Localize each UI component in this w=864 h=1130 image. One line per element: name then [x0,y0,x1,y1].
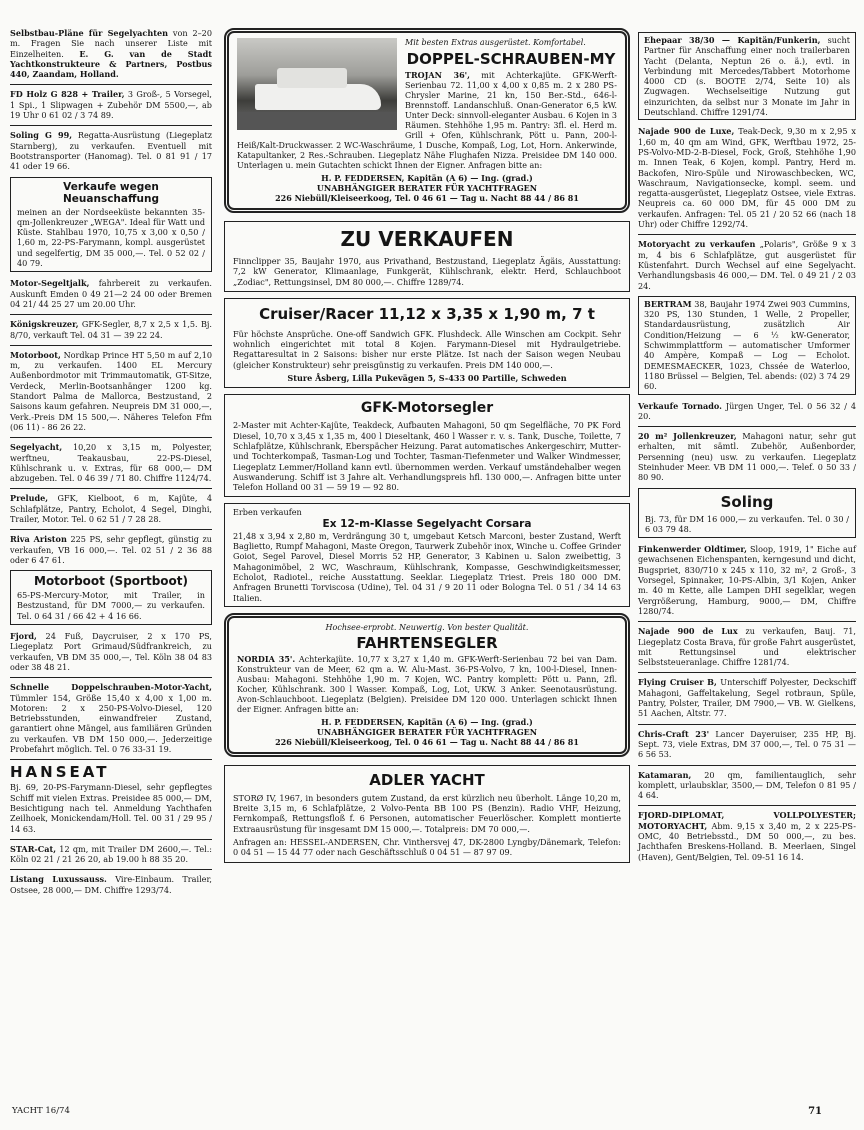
classified-ad [10,278,212,309]
divider [10,125,212,126]
classified-ad [638,626,856,667]
classified-ad [10,319,212,340]
ad-title: Soling [720,492,774,511]
divider [638,234,856,235]
ad-headline: TROJAN 36', [405,70,470,80]
ad-body: Abm. 9,15 x 3,40 m, 2 x 225-PS-OMC, 40 Betriebsstd., DM 50 000,—, zu bes. Jachthafen Breskens-Holland. B. Meerlaen, Singel (Haven), Gent/Belgien, Tel. 09-51 16 14. [638,820,856,862]
divider [10,345,212,346]
ad-body: Für höchste Ansprüche. One-off Sandwich GFK. Flushdeck. Alle Winschen am Cockpit. Sehr wohnlich eingerichtet mit total 8 Kojen. Farymann-Diesel mit Hydraulgetriebe. Regattaresultat in 2 Saisons: bisher nur erste Plätze. Ist nach der Saison wegen Neubau (gleicher Konstrukteur) sehr preisgünstig zu verkaufen. Preis DM 140 000,—. [233,328,621,370]
classified-ad [10,493,212,524]
classified-ad [638,810,856,861]
divider [10,869,212,870]
boat-photo [237,38,397,130]
ad-headline: Königskreuzer, [10,319,79,330]
ad-body: 225 PS, sehr gepflegt, günstig zu verkaufen, VB 16 000,—. Tel. 02 51 / 2 36 88 oder 6 47 61. [10,534,212,565]
ad-body: Tümmler 154, Größe 15,40 x 4,00 x 1,00 m. Motoren: 2 x 250-PS-Volvo-Diesel, 120 Betriebsstunden, einwandfreier Zustand, garantiert ohne Mängel, aus familiären Gründen zu verkaufen. VB DM 150 000,—. Jederzeitige Probefahrt möglich. Tel. 0 76 33-31 19. [10,692,212,755]
classified-ad [638,126,856,229]
ad-headline: Finkenwerder Oldtimer, [638,544,747,555]
ad-title: DOPPEL-SCHRAUBEN-MY [406,50,616,68]
ad-body: Bj. 69, 20-PS-Farymann-Diesel, sehr gepflegtes Schiff mit vielen Extras. Preisidee 85 000,— DM, Besichtigung nach tel. Anmeldung Yachthafen Zeilhoek, Monickendam/Holl. Tel. 00 31 / 29 95 / 14 63. [10,782,212,834]
ad-headline: Flying Cruiser B, [638,677,717,688]
ad-title: Ex 12-m-Klasse Segelyacht Corsara [322,517,532,530]
classified-ad [10,682,212,754]
ad-headline: Motoryacht zu verkaufen [638,239,756,250]
gfk-motorsegler-ad [224,394,630,497]
divider [10,314,212,315]
divider [10,84,212,85]
ad-body: „Polaris", Größe 9 x 3 m, 4 bis 6 Schlafplätze, gut ausgerüstet für Küstenfahrt. Durch Wechsel auf eine Segelyacht. Verhandlungsbasis 46 000,— DM. Tel. 0 49 21 / 2 03 24. [638,239,856,291]
ad-headline: Motorboot, [10,349,61,360]
ad-headline: Prelude, [10,493,49,504]
divider [10,839,212,840]
ad-headline: FD Holz G 828 + Trailer, [10,89,125,100]
ad-body: 38, Baujahr 1974 Zwei 903 Cummins, 320 PS, 130 Stunden, 1 Welle, 2 Propeller, Standardausrüstung, zusätzlich Air Condition/Heizung — 6 ½ kW-Generator, Schwimmplattform — automatischer Umformer 40 Ampère, Kompaß — Log — Echolot. DEMESMAECKER, 1023, Chssée de Waterloo, 1180 Brüssel — Belgien, Tel. abends: (02) 3 74 29 60. [644,298,850,392]
classified-ad [10,28,212,79]
classified-ad [10,130,212,171]
ad-title: ADLER YACHT [369,770,485,789]
ad-body: Regatta-Ausrüstung (Liegeplatz Starnberg), zu verkaufen. Eventuell mit Bootstransporter (Hanomag). Tel. 0 81 91 / 17 41 oder 19 66. [10,130,212,172]
ad-headline: Riva Ariston [10,534,67,545]
ad-body: 10,20 x 3,15 m, Polyester, werftneu, Teakausbau, 22-PS-Diesel, Kühlschrank u. v. Extras, für 68 000,— DM abzugeben. Tel. 0 46 39 / 71 80. Chiffre 1124/74. [10,442,212,484]
ad-contact: E. G. van de Stadt Yachtkonstrukteure & Partners, Postbus 440, Zaandam, Holland. [10,48,212,80]
divider [638,672,856,673]
ad-body: mit Achterkajüte. GFK-Werft-Serienbau 72. 11,00 x 4,00 x 0,85 m. 2 x 280 PS-Chrysler Marine, 21 kn, 150 Ber.-Std., 646-l-Brennstoff. Landanschluß. Onan-Generator 6,5 kW. Unter Deck: sinnvoll-eleganter Ausbau. 6 Kojen in 3 Räumen. Stehhöhe 1,95 m. Pantry: 3fl. el. Herd m. Grill + Ofen, Kühlschrank, Pött u. Pann, 200-l-Heiß/Kalt-Druckwasser. 2 WC-Waschräume, 1 Dusche, Kompaß, Log, Lot, Horn. Ankerwinde, Katapultanker, 2 Res.-Schrauben. Liegeplatz Nähe Flughafen Nizza. Preisidee DM 140 000. Unterlagen u. mein Gutachten schickt Ihnen der Eigner. Anfragen bitte an: [237,71,617,170]
page-number: 71 [808,1106,822,1117]
ad-title: Motorboot (Sportboot) [34,574,188,589]
divider [638,724,856,725]
boxed-ad [10,177,212,273]
water-shape [237,112,397,130]
classified-ad [638,729,856,760]
ad-headline: Schnelle Doppelschrauben-Motor-Yacht, [10,682,212,693]
classified-ad [10,631,212,672]
ad-body: fahrbereit zu verkaufen. Auskunft Emden 0 49 21—2 24 00 oder Bremen 04 21/ 44 25 27 um 20.00 Uhr. [10,278,212,309]
ad-body: Lancer Dayeruiser, 235 HP, Bj. Sept. 73, viele Extras, DM 37 000,—, Tel. 0 75 31 — 6 56 53. [638,728,857,760]
classified-ad [10,442,212,483]
classified-ad [638,544,856,616]
ad-body: 3 Groß-, 5 Vorsegel, 1 Spi., 1 Slipwagen + Zubehör DM 5500,—, ab 19 Uhr 0 61 02 / 3 74 89. [10,89,212,121]
left-column [10,28,212,900]
ad-title: FAHRTENSEGLER [356,633,498,652]
doppelschrauben-ad [224,28,630,213]
ad-body: Nordkap Prince HT 5,50 m auf 2,10 m, zu verkaufen. 1400 EL Mercury Außenbordmotor mit Trimmautomatik, GT-Sitze, Verdeck, Merlin-Bootsanhänger 1200 kg. Standort Palma de Mallorca, Bestzustand, 2 Saisons kaum gefahren. Neupreis DM 31 000,—, Verk.-Preis DM 15 500,—. Näheres Telefon Ffm (06 11) - 86 26 22. [10,349,212,432]
ad-headline: Chris-Craft 23' [638,728,710,739]
ad-headline: Listang Luxussauss. [10,874,107,885]
ad-body: Unterschiff Polyester, Deckschiff Mahagoni, Gaffeltakelung, Segel rotbraun, Spüle, Pantry, Polster, Trailer, DM 7900,— VB. W. Gielkens, 51 Aachen, Altstr. 77. [638,677,856,719]
classified-ad [638,770,856,801]
divider [638,765,856,766]
ad-headline: Ehepaar 38/30 — Kapitän/Funkerin, [644,35,821,45]
ad-headline: 20 m² Jollenkreuzer, [638,431,737,442]
ad-body: Vire-Einbaum. Trailer, Ostsee, 28 000,— DM. Chiffre 1293/74. [10,874,212,895]
ad-title: HANSEAT [10,763,110,782]
ad-headline: STAR-Cat, [10,843,57,854]
ad-headline: Motor-Segeltjalk, [10,278,90,289]
ad-headline: Najade 900 de Lux [638,626,738,637]
ad-contact-role: UNABHÄNGIGER BERATER FÜR YACHTFRAGEN [316,183,538,193]
fahrtensegler-ad [224,613,630,757]
ad-body: Finnclipper 35, Baujahr 1970, aus Privathand, Bestzustand, Liegeplatz Ägäis, Ausstattung: 7,2 kW Generator, Klimaanlage, Funkgerät, Kühlschrank, elektr. Herd, Schlauchboot „Zodiac", Rettungsinsel, DM 80 000,—. Chiffre 1289/74. [233,256,621,287]
boxed-ad [638,488,856,539]
boxed-ad [638,296,856,395]
ad-title: Verkaufe wegen Neuanschaffung [63,180,159,205]
ad-contact-address: 226 Niebüll/Kleiseerkoog, Tel. 0 46 61 — Tag u. Nacht 88 44 / 86 81 [275,736,579,747]
ad-body: STORØ IV, 1967, in besonders gutem Zustand, da erst kürzlich neu überholt. Länge 10,20 m, Breite 3,15 m, 6 Schlafplätze, 2 Volvo-Penta BB 100 PS (Benzin). Radio VHF, Heizung, Fernkompaß, Rettungsfloß f. 6 Personen, automatischer Feuerlöscher. Komplett montierte Extraausrüstung für insgesamt DM 15 000,—. Totalpreis: DM 70 000,—. [233,792,621,834]
divider [638,426,856,427]
center-column [224,28,630,869]
corsara-ad [224,503,630,606]
ad-headline: Soling G 99, [10,130,73,141]
ad-body: sucht Partner für Anschaffung einer noch trailerbaren Yacht (Delanta, Neptun 26 o. ä.), evtl. in Verbindung mit Mercedes/Tabbert Motorhome 4000 CD (s. BOOTE 2/74, Seite 10) als Zugwagen. Wechselseitige Nutzung gut einzurichten, da selbst nur 3 Monate im Jahr in Deutschland. Chiffre 1291/74. [644,35,850,118]
ad-body: Teak-Deck, 9,30 m x 2,95 x 1,60 m, 40 qm am Wind, GFK, Werftbau 1972, 25-PS-Volvo-MD-2-B-Diesel, Fock, Groß, Stehhöhe 1,90 m. Innen Teak, 6 Kojen, kompl. Pantry, Herd m. Backofen, Niro-Spüle und Nirowaschbecken, WC, Waschraum, Navigationsecke, kompl. seem. und regatta-ausgerüstet, Liegeplatz Ostsee, viele Extras. Neupreis ca. 60 000 DM, für 45 000 DM zu verkaufen. Anfragen: Tel. 05 21 / 20 52 66 (nach 18 Uhr) oder Chiffre 1292/74. [638,126,856,230]
classified-ad [638,239,856,290]
boat-cabin-shape [277,68,347,88]
ad-body: Sloop, 1919, 1" Eiche auf gewachsenen Eichenspanten, kerngesund und dicht, Bugspriet, 830/710 x 245 x 110, 32 m², 2 Groß-, 3 Vorsegel, Spinnaker, 10-PS-Albin, 3/1 Kojen, Anker m. 40 m Kette, alle Lampen DHI segelklar, wegen Vergrößerung, Hamburg, 9000,— DM, Chiffre 1280/74. [638,544,856,616]
ad-body: Achterkajüte. 10,77 x 3,27 x 1,40 m. GFK-Werft-Serienbau 72 bei van Dam. Konstrukteur van de Meer, 62 qm a. W. Alu-Mast. 36-PS-Volvo, 7 kn, 100-l-Diesel, Innen-Ausbau: Mahagoni. Stehhöhe 1,90 m. 7 Kojen, WC. Pantry komplett: Pött u. Pann, 2fl. Kocher, Kühlschrank. 300 l Wasser. Kompaß, Log, Lot, UKW. 3 Anker. Seenotausrüstung. Avon-Schlauchboot. Liegeplatz (Belgien). Preisidee DM 120 000. Unterlagen schickt Ihnen der Eigner. Anfragen bitte an: [237,654,618,714]
ad-contact: Anfragen an: HESSEL-ANDERSEN, Chr. Vinthersvej 47, DK-2800 Lyngby/Dänemark, Telefon: 0 04 51 — 15 44 77 oder nach Geschäftsschluß 0 04 51 — 87 97 09. [233,837,621,858]
ad-intro: Hochsee-erprobt. Neuwertig. Von bester Qualität. [325,622,529,632]
right-column [638,28,856,867]
zu-verkaufen-ad [224,221,630,292]
classified-ad [10,350,212,432]
classified-ad [638,401,856,422]
classified-ad [638,677,856,718]
classified-ad [10,534,212,565]
divider [10,437,212,438]
ad-title: ZU VERKAUFEN [340,227,514,251]
classified-ad [638,431,856,482]
ad-title: Cruiser/Racer 11,12 x 3,35 x 1,90 m, 7 t [259,304,595,323]
ad-body: 21,48 x 3,94 x 2,80 m, Verdrängung 30 t, umgebaut Ketsch Marconi, bester Zustand, Werft Baglietto, Rumpf Mahagoni, Maste Oregon, Taurwerk Zubehör inox, Winche u. Coffee Grinder Goiot, Segel Parovel, Diesel Morris 52 HP, Generator, 3 Kabinen u. Salon zweibettig, 3 Mahagonimöbel, 2 WC, Waschraum, Kühlschrank, Kompasse, Geschwindigkeitsmesser, Echolot, Radiotel., reiche Ausstattung. Seeklar. Liegeplatz Triest. Preis 180 000 DM. Anfragen Brunetti Torviscosa (Udine), Tel. 04 31 / 9 20 11 oder Bologna Tel. 0 51 / 34 14 63 Italien. [233,530,621,603]
ad-body: von 2–20 m. Fragen Sie nach unserer Liste mit Einzelheiten. [10,28,212,59]
classified-ad [10,874,212,895]
ad-body: 20 qm, familientauglich, sehr komplett, urlaubsklar, 3500,— DM, Telefon 0 81 95 / 4 64. [638,769,856,801]
ad-headline: Katamaran, [638,769,692,780]
ad-body: zu verkaufen, Bauj. 71, Liegeplatz Costa Brava, für große Fahrt ausgerüstet, mit Rettungsinsel und elektrischer Selbststeueranlage. Chiffre 1281/74. [638,626,856,668]
classified-ad [10,89,212,120]
ad-contact: Sture Åsberg, Lilla Pukevägen 5, S-433 00 Partille, Schweden [287,373,567,384]
divider [10,759,212,760]
ad-headline: FJORD-DIPLOMAT, VOLLPOLYESTER; MOTORYACHT, [638,810,856,831]
ad-body: 12 qm, mit Trailer DM 2600,—. Tel.: Köln 02 21 / 21 26 20, ab 19.00 h 88 35 20. [10,843,212,865]
ad-intro: Mit besten Extras ausgerüstet. Komfortabel. [405,38,586,47]
ad-headline: Najade 900 de Luxe, [638,126,735,137]
ad-headline: BERTRAM [644,298,692,309]
ad-body: Bj. 73, für DM 16 000,— zu verkaufen. Tel. 0 30 / 6 03 79 48. [645,513,849,534]
ad-contact-role: UNABHÄNGIGER BERATER FÜR YACHTFRAGEN [316,726,538,737]
ad-body: Jürgen Unger, Tel. 0 56 32 / 4 20. [638,400,857,421]
cruiser-racer-ad [224,298,630,388]
ad-body: GFK-Segler, 8,7 x 2,5 x 1,5. Bj. 8/70, verkauft Tel. 04 31 — 39 22 24. [10,319,212,340]
divider [10,488,212,489]
ad-headline: Fjord, [10,631,37,642]
divider [638,621,856,622]
ad-headline: Verkaufe Tornado. [638,400,723,411]
boxed-ad [10,570,212,625]
boxed-ad [638,32,856,120]
ad-title: GFK-Motorsegler [360,400,494,417]
ad-headline: Selbstbau-Pläne für Segelyachten [10,28,168,38]
ad-headline: NORDIA 35'. [237,653,296,664]
ad-body: GFK, Kielboot, 6 m, Kajüte, 4 Schlafplätze, Pantry, Echolot, 4 Segel, Dinghi, Trailer, Motor. Tel. 0 62 51 / 7 28 28. [10,493,212,524]
footer-issue: YACHT 16/74 [12,1106,70,1116]
divider [10,529,212,530]
divider [638,805,856,806]
ad-body: 24 Fuß, Daycruiser, 2 x 170 PS, Liegeplatz Port Grimaud/Südfrankreich, zu verkaufen, VB DM 35 000,—, Tel. Köln 38 04 83 oder 38 48 21. [10,631,212,672]
ad-contact-address: 226 Niebüll/Kleiseerkoog, Tel. 0 46 61 — Tag u. Nacht 88 44 / 86 81 [275,193,579,203]
classified-ad [10,764,212,833]
adler-yacht-ad [224,765,630,863]
ad-body: 65-PS-Mercury-Motor, mit Trailer, in Bestzustand, für DM 7000,— zu verkaufen. Tel. 0 64 31 / 66 42 + 4 16 66. [17,590,205,621]
divider [10,677,212,678]
ad-body: 2-Master mit Achter-Kajüte, Teakdeck, Aufbauten Mahagoni, 50 qm Segelfläche, 70 PK Ford Diesel, 10,70 x 3,45 x 1,35 m, 400 l Dieseltank, 460 l Wasser r. v. s. Tank, Dusche, Toilette, 7 Schlafplätze, Kühlschrank, Eberspächer Heizung. Parat automatisches Ankergeschirr, Mutter- und Tochterkompaß, Tasman-Log und Tochter, Tasman-Tiefenmeter und Walker Windmesser, Liegeplatz Lemmer/Holland kann evtl. übernommen werden. Verkauf umständehalber wegen Auswanderung. Schiff ist 3 Jahre alt. Verhandlungspreis hfl. 130 000,—. Anfragen bitte unter Telefon Holland 00 31 — 59 19 — 92 80. [233,420,621,493]
ad-intro: Erben verkaufen [233,507,302,518]
ad-contact-name: H. P. FEDDERSEN, Kapitän (A 6) — Ing. (grad.) [321,173,533,183]
ad-headline: Segelyacht, [10,442,63,453]
ad-contact-name: H. P. FEDDERSEN, Kapitän (A 6) — Ing. (grad.) [321,716,533,727]
classified-ad [10,844,212,865]
ad-body: meinen an der Nordseeküste bekannten 35-qm-Jollenkreuzer „WEGA". Ideal für Watt und Küste. Stahlbau 1970, 10,75 x 3,00 x 0,50 / 1,60 m, 22-PS-Farymann, kompl. ausgerüstet und segelfertig, DM 35 000,—. Tel. 0 52 02 / 40 79. [17,206,205,269]
ad-body: Mahagoni natur, sehr gut erhalten, mit sämtl. Zubehör, Außenborder, Persenning (neu) usw. zu verkaufen. Liegeplatz Steinhuder Meer. VB DM 11 000,—. Telef. 0 50 33 / 80 90. [638,431,856,483]
